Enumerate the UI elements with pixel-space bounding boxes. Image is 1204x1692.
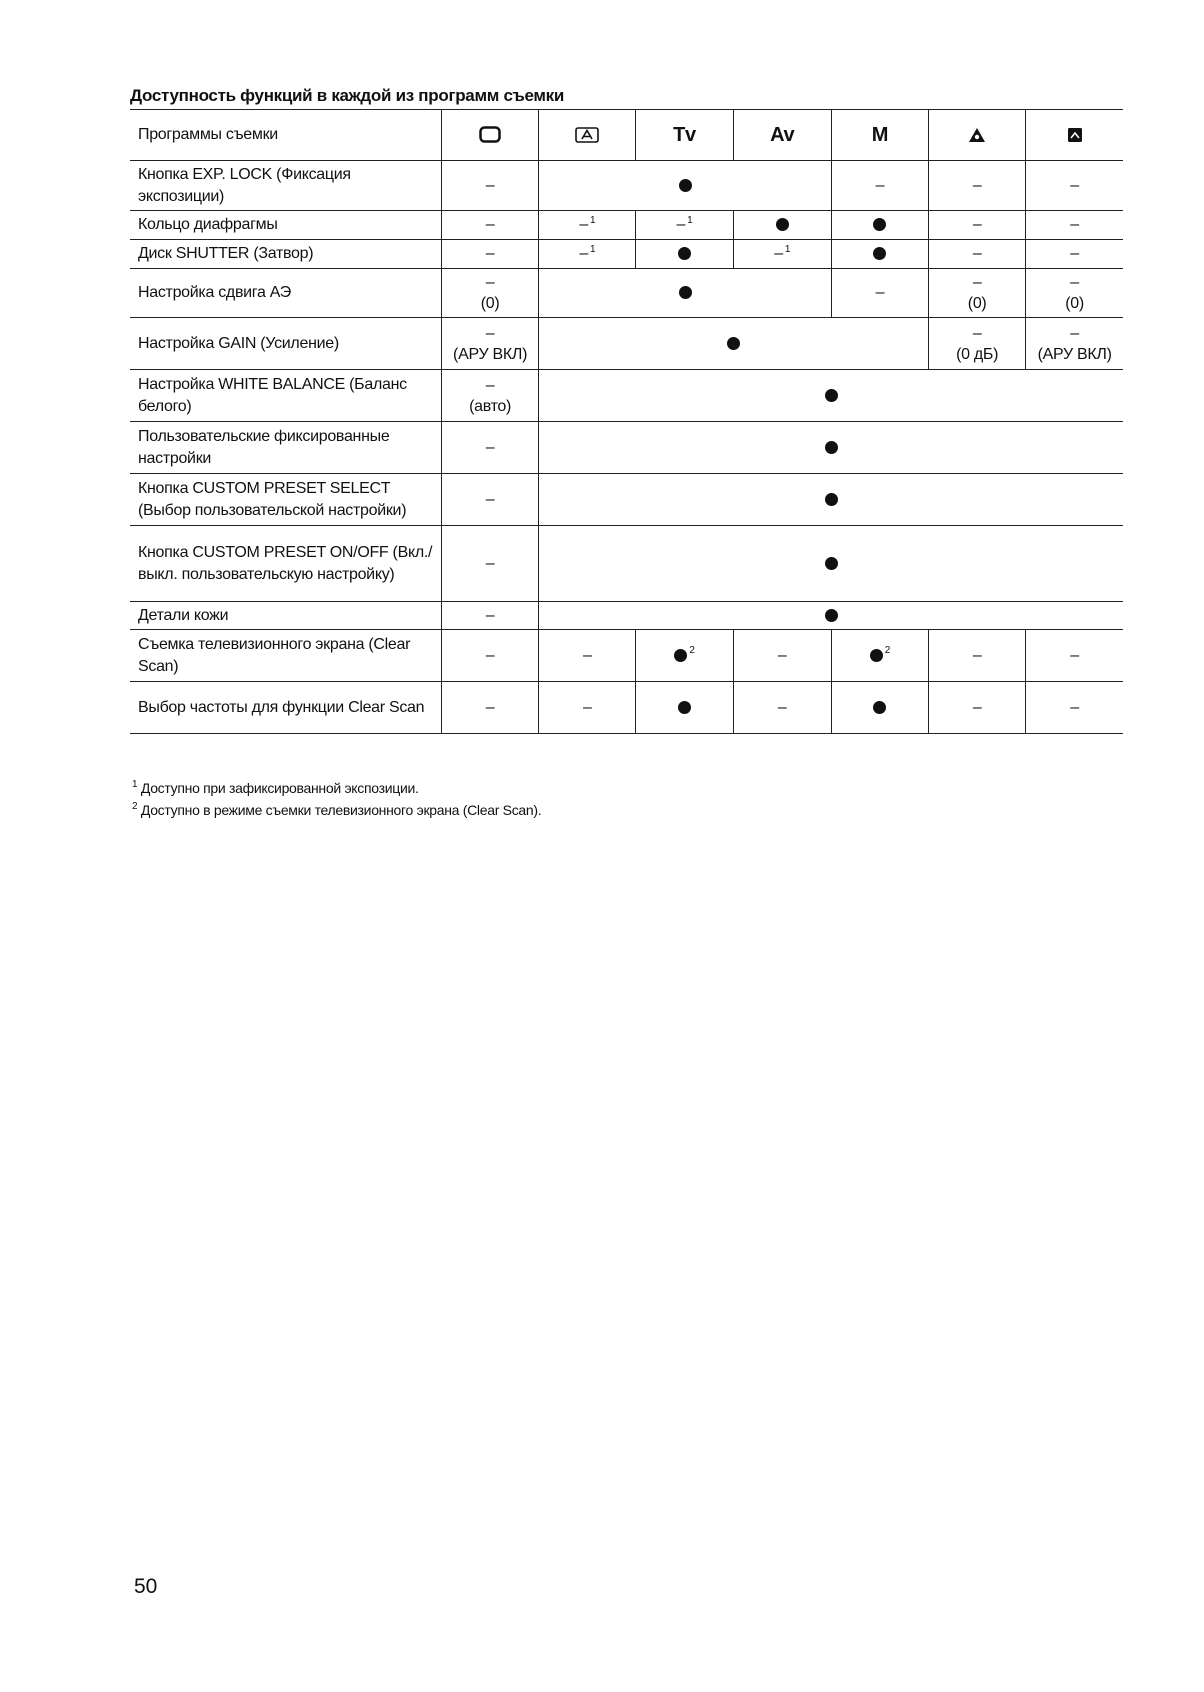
page-number: 50 <box>134 1575 158 1598</box>
available-dot <box>825 441 838 454</box>
row-label-white-balance: Настройка WHITE BALANCE (Баланс белого) <box>130 370 441 422</box>
table-row: Выбор частоты для функции Clear Scan – – – – – <box>130 682 1123 734</box>
easy-recording-icon <box>441 110 538 161</box>
row-label-gain: Настройка GAIN (Усиление) <box>130 318 441 370</box>
available-dot <box>873 247 886 260</box>
table-row: Съемка телевизионного экрана (Clear Scan) – – $^2$ – $^2$ – – <box>130 630 1123 682</box>
available-dot <box>678 247 691 260</box>
available-dot <box>679 179 692 192</box>
available-dot <box>825 389 838 402</box>
row-label-custom-presets: Пользовательские фиксированные настройки <box>130 422 441 474</box>
footnote-1: $^1$ Доступно при зафиксированной экспозиции. <box>132 779 419 796</box>
spotlight-icon <box>929 110 1026 161</box>
available-dot <box>678 701 691 714</box>
header-tv: Tv <box>636 110 733 161</box>
table-row: Кнопка CUSTOM PRESET ON/OFF (Вкл./выкл. пользовательскую настройку) – <box>130 526 1123 602</box>
available-dot <box>727 337 740 350</box>
sand-snow-icon <box>1026 110 1123 161</box>
table-row: Кнопка CUSTOM PRESET SELECT (Выбор пользовательской настройки) – <box>130 474 1123 526</box>
available-dot <box>679 286 692 299</box>
table-row: Кнопка EXP. LOCK (Фиксация экспозиции) – – – – <box>130 161 1123 211</box>
footnote-2: $^2$ Доступно в режиме съемки телевизионного экрана (Clear Scan). <box>132 801 542 818</box>
program-ae-icon <box>539 110 636 161</box>
table-row: Пользовательские фиксированные настройки – <box>130 422 1123 474</box>
available-dot <box>870 649 883 662</box>
available-dot <box>825 493 838 506</box>
table-row: Настройка сдвига АЭ – (0) – – (0) – (0) <box>130 269 1123 318</box>
table-row: Настройка GAIN (Усиление) – (АРУ ВКЛ) – (0 дБ) – (АРУ ВКЛ) <box>130 318 1123 370</box>
table-row: Настройка WHITE BALANCE (Баланс белого) – (авто) <box>130 370 1123 422</box>
row-label-clear-scan: Съемка телевизионного экрана (Clear Scan) <box>130 630 441 682</box>
row-label-ae-shift: Настройка сдвига АЭ <box>130 269 441 318</box>
available-dot <box>825 609 838 622</box>
row-label-custom-preset-onoff: Кнопка CUSTOM PRESET ON/OFF (Вкл./выкл. пользовательскую настройку) <box>130 526 441 602</box>
row-label-custom-preset-select: Кнопка CUSTOM PRESET SELECT (Выбор пользовательской настройки) <box>130 474 441 526</box>
row-label-shutter: Диск SHUTTER (Затвор) <box>130 240 441 269</box>
function-availability-table <box>130 109 1123 734</box>
table-row: Диск SHUTTER (Затвор) – – $^1$ – $^1$ – – <box>130 240 1123 269</box>
table-row: Детали кожи – <box>130 602 1123 630</box>
row-label-skin-detail: Детали кожи <box>130 602 441 630</box>
available-dot <box>674 649 687 662</box>
row-label-aperture: Кольцо диафрагмы <box>130 211 441 240</box>
header-av: Av <box>733 110 831 161</box>
table-header-row <box>130 110 1123 161</box>
header-m: M <box>831 110 928 161</box>
available-dot <box>873 701 886 714</box>
row-label-exp-lock: Кнопка EXP. LOCK (Фиксация экспозиции) <box>130 161 441 211</box>
available-dot <box>825 557 838 570</box>
header-label: Программы съемки <box>130 110 441 161</box>
row-label-frequency: Выбор частоты для функции Clear Scan <box>130 682 441 734</box>
page-title: Доступность функций в каждой из программ съемки <box>130 86 565 105</box>
table-row: Кольцо диафрагмы – – $^1$ – $^1$ – – <box>130 211 1123 240</box>
available-dot <box>776 218 789 231</box>
available-dot <box>873 218 886 231</box>
